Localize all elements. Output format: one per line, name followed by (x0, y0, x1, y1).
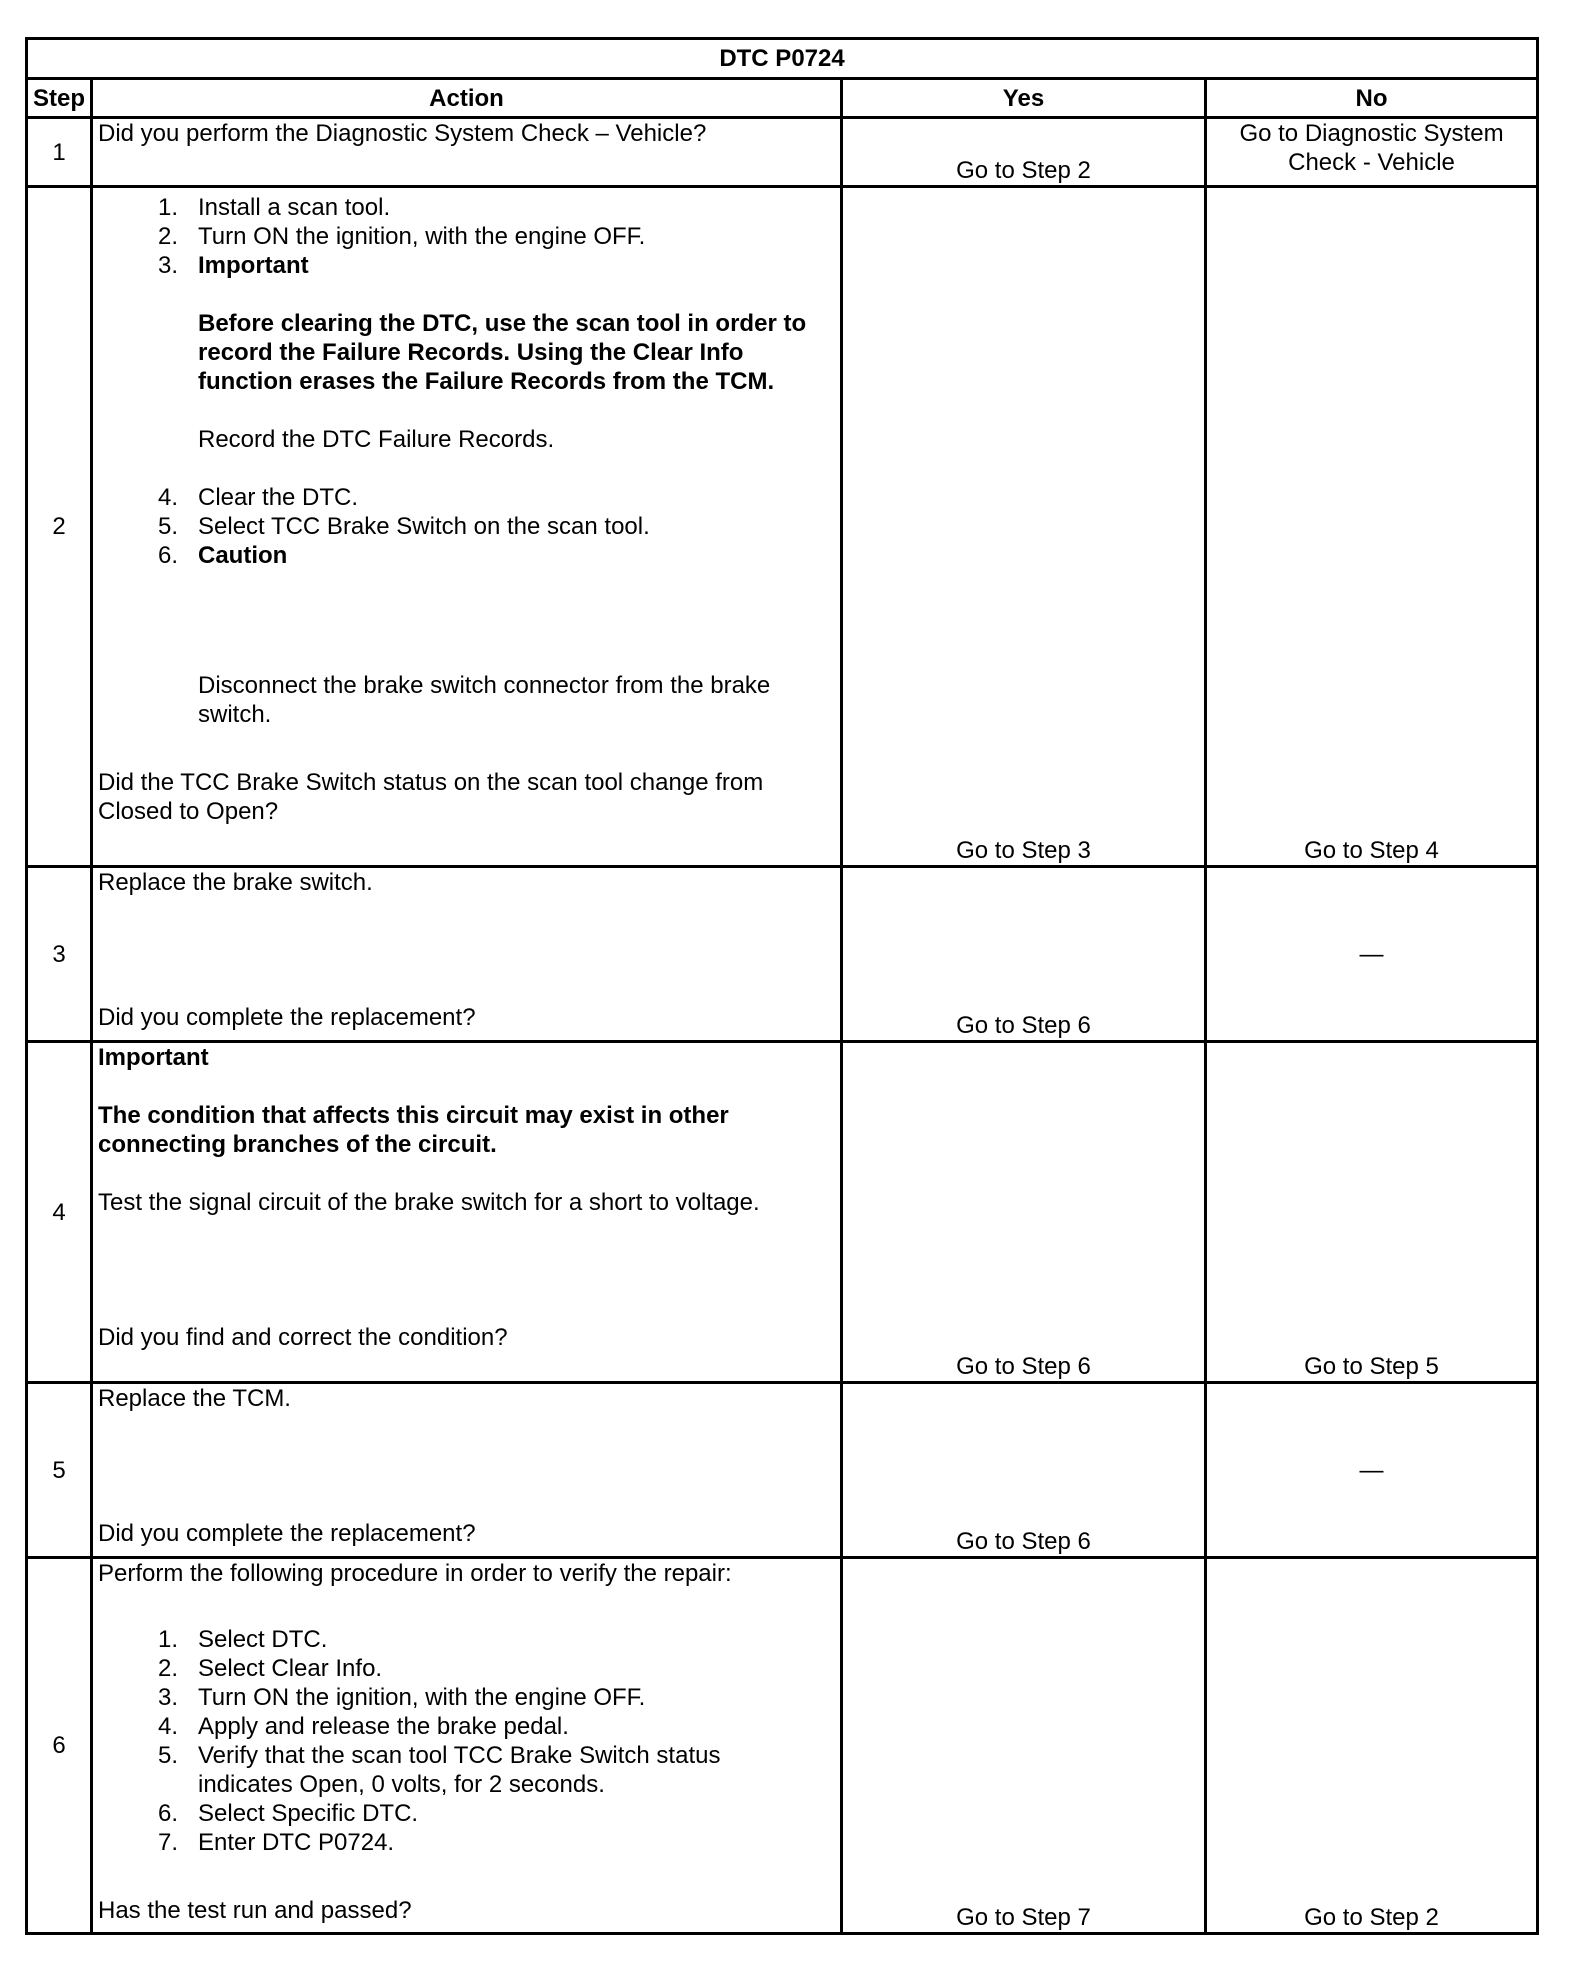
important-label: Important (98, 1044, 209, 1071)
yes-cell: Go to Step 2 (842, 118, 1206, 187)
question-text: Did you find and correct the condition? (98, 1324, 508, 1351)
no-cell: — (1206, 867, 1538, 1042)
list-item: 2. Select Clear Info. (157, 1655, 383, 1682)
list-item: 7. Enter DTC P0724. (157, 1829, 395, 1856)
no-cell: — (1206, 1383, 1538, 1558)
yes-cell: Go to Step 6 (842, 1042, 1206, 1383)
question-text: Did the TCC Brake Switch status on the scan tool change from Closed to Open? (98, 769, 764, 825)
table-header-row (27, 79, 1538, 118)
action-cell (92, 1383, 842, 1558)
list-item: 5. Verify that the scan tool TCC Brake Switch status indicates Open, 0 volts, for 2 seconds. (157, 1742, 721, 1798)
list-item: 6. Select Specific DTC. (157, 1800, 419, 1827)
question-text: Has the test run and passed? (98, 1897, 412, 1924)
step-number: 6 (27, 1558, 92, 1934)
list-item: 4. Clear the DTC. (157, 484, 359, 511)
instruction-text: Test the signal circuit of the brake switch for a short to voltage. (98, 1189, 760, 1216)
action-cell (92, 1042, 842, 1383)
list-item: 2. Turn ON the ignition, with the engine OFF. (157, 223, 646, 250)
procedure-list (98, 193, 835, 280)
question-text: Did you complete the replacement? (98, 1004, 476, 1031)
important-note: The condition that affects this circuit may exist in other connecting branches of the circuit. (98, 1102, 729, 1158)
action-cell (92, 867, 842, 1042)
procedure-list (98, 1625, 835, 1857)
step-number: 5 (27, 1383, 92, 1558)
table-row-step-4 (27, 1042, 1538, 1383)
column-header-action: Action (92, 79, 842, 118)
list-item: 4. Apply and release the brake pedal. (157, 1713, 569, 1740)
step-number: 1 (27, 118, 92, 187)
step-number: 3 (27, 867, 92, 1042)
table-title: DTC P0724 (27, 39, 1538, 79)
yes-cell: Go to Step 3 (842, 187, 1206, 867)
table-row-step-3 (27, 867, 1538, 1042)
table-row-step-6 (27, 1558, 1538, 1934)
no-cell: Go to Diagnostic System Check - Vehicle (1206, 118, 1538, 187)
record-instruction: Record the DTC Failure Records. (198, 426, 555, 453)
disconnect-instruction: Disconnect the brake switch connector from the brake switch. (198, 672, 771, 728)
yes-cell: Go to Step 6 (842, 1383, 1206, 1558)
question-text: Did you complete the replacement? (98, 1520, 476, 1547)
procedure-list (98, 483, 835, 570)
instruction-text: Replace the TCM. (98, 1385, 291, 1412)
step-number: 2 (27, 187, 92, 867)
important-note: Before clearing the DTC, use the scan tool in order to record the Failure Records. Using the Clear Info function erases the Failure Records from the TCM. (198, 310, 807, 395)
table-row-step-2 (27, 187, 1538, 867)
no-cell: Go to Step 5 (1206, 1042, 1538, 1383)
table-title-row (27, 39, 1538, 79)
no-cell: Go to Step 4 (1206, 187, 1538, 867)
list-item: 3. Important (157, 252, 309, 279)
action-cell (92, 118, 842, 187)
step-number: 4 (27, 1042, 92, 1383)
list-item: 5. Select TCC Brake Switch on the scan tool. (157, 513, 650, 540)
table-row-step-5 (27, 1383, 1538, 1558)
instruction-text: Replace the brake switch. (98, 869, 373, 896)
column-header-no: No (1206, 79, 1538, 118)
no-cell: Go to Step 2 (1206, 1558, 1538, 1934)
action-cell (92, 1558, 842, 1934)
yes-cell: Go to Step 7 (842, 1558, 1206, 1934)
list-item: 3. Turn ON the ignition, with the engine OFF. (157, 1684, 646, 1711)
list-item: 1. Select DTC. (157, 1626, 328, 1653)
list-item: 6. Caution (157, 542, 288, 569)
intro-text: Perform the following procedure in order to verify the repair: (98, 1560, 732, 1587)
question-text: Did you perform the Diagnostic System Check – Vehicle? (98, 120, 707, 147)
list-item: 1. Install a scan tool. (157, 194, 391, 221)
column-header-yes: Yes (842, 79, 1206, 118)
column-header-step: Step (27, 79, 92, 118)
yes-cell: Go to Step 6 (842, 867, 1206, 1042)
dtc-p0724-table (25, 37, 1539, 1935)
action-cell (92, 187, 842, 867)
table-row-step-1 (27, 118, 1538, 187)
